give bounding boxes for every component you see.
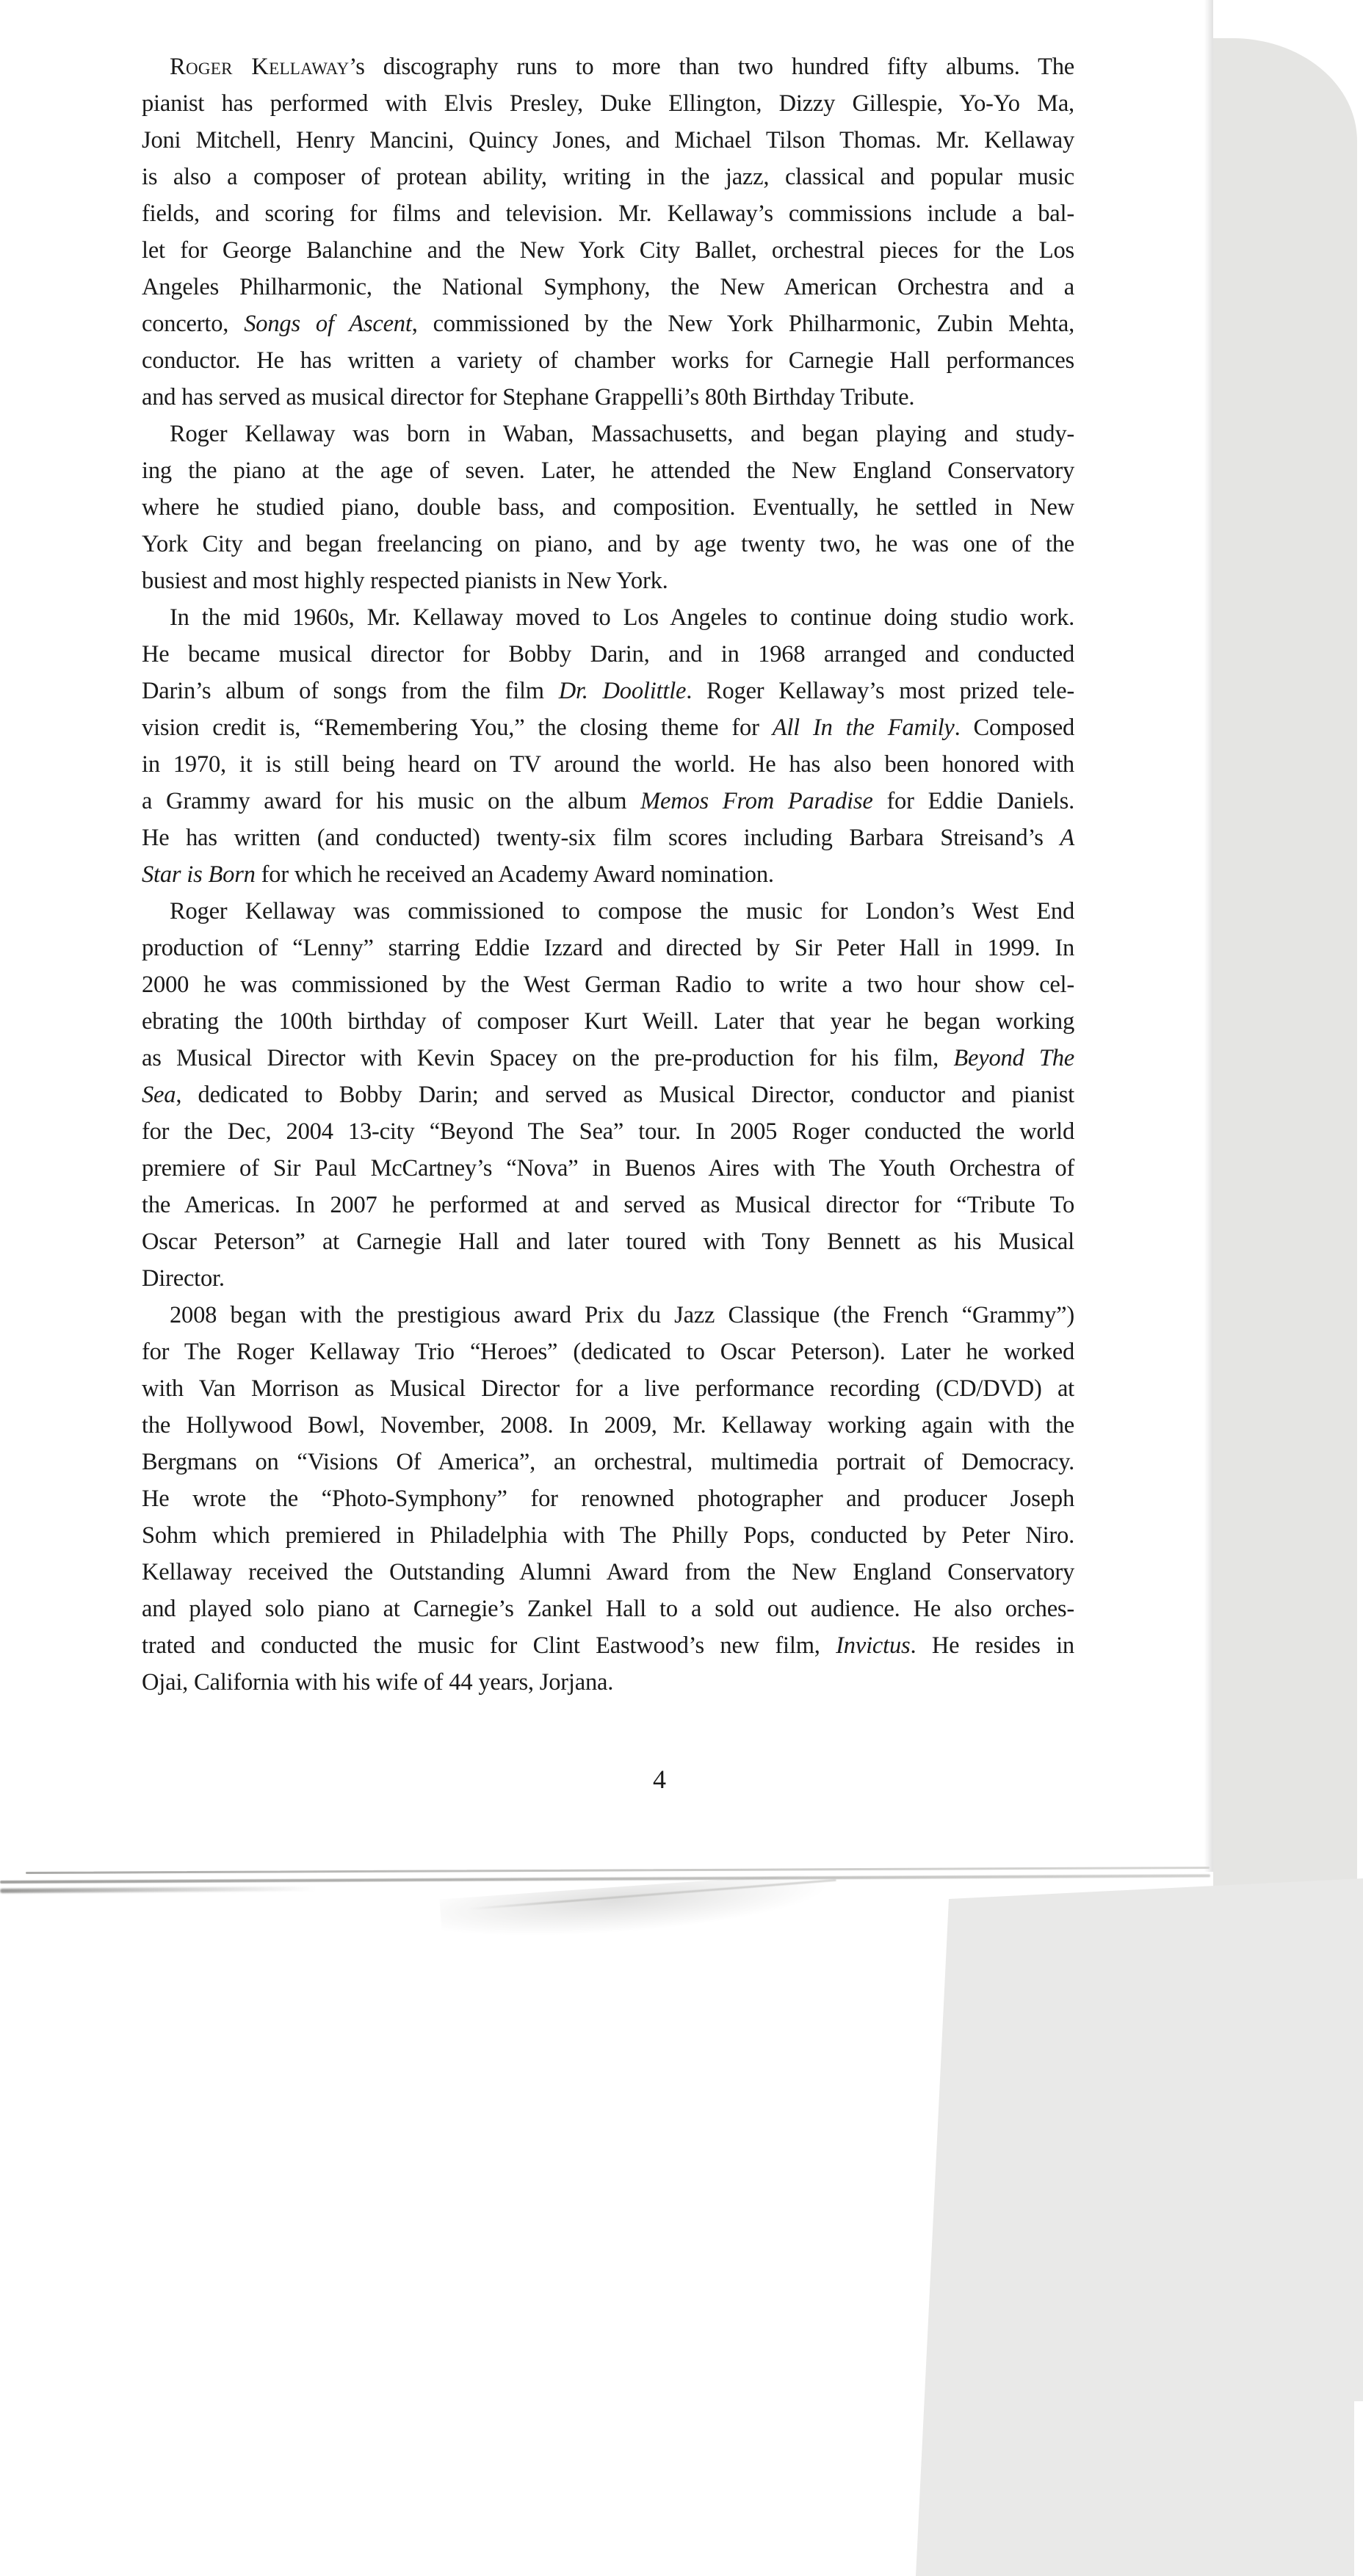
text-segment: fields, and scoring for films and television. Mr. Kellaway’s commissions include a bal- [142, 200, 1074, 227]
text-line [142, 820, 1074, 856]
text-segment: Sea [142, 1082, 176, 1108]
text-segment: , commissioned by the New York Philharmonic, Zubin Mehta, [411, 311, 1074, 337]
text-segment: . Composed [954, 714, 1074, 741]
text-segment: Roger Kellaway was born in Waban, Massachusetts, and began playing and study- [170, 421, 1074, 447]
text-segment: pianist has performed with Elvis Presley, Duke Ellington, Dizzy Gillespie, Yo-Yo Ma, [142, 90, 1074, 117]
text-segment: Kellaway received the Outstanding Alumni Award from the New England Conservatory [142, 1559, 1074, 1585]
paragraph [142, 48, 1074, 416]
text-line [142, 1444, 1074, 1480]
text-segment: ing the piano at the age of seven. Later, he attended the New England Conservatory [142, 457, 1074, 484]
text-line [142, 1370, 1074, 1407]
sheet-edge-line [0, 1874, 1210, 1884]
text-segment: 2008 began with the prestigious award Prix du Jazz Classique (the French “Grammy”) [170, 1302, 1074, 1328]
text-segment: Invictus [836, 1632, 911, 1659]
text-segment: Beyond The [953, 1045, 1075, 1071]
text-segment: Ojai, California with his wife of 44 years, Jorjana. [142, 1669, 614, 1696]
text-line [142, 1334, 1074, 1370]
sheet-edge-line [0, 1886, 316, 1893]
text-segment: 2000 he was commissioned by the West German Radio to write a two hour show cel- [142, 972, 1074, 998]
paragraph [142, 599, 1074, 893]
paragraph [142, 893, 1074, 1297]
text-segment: production of “Lenny” starring Eddie Izzard and directed by Sir Peter Hall in 1999. In [142, 935, 1074, 961]
text-segment: the Americas. In 2007 he performed at and served as Musical director for “Tribute To [142, 1192, 1074, 1218]
text-segment: and played solo piano at Carnegie’s Zankel Hall to a sold out audience. He also orches- [142, 1596, 1074, 1622]
text-segment: and has served as musical director for Stephane Grappelli’s 80th Birthday Tribute. [142, 384, 915, 410]
text-line [142, 1480, 1074, 1517]
page-curl-shadow [439, 1873, 831, 1945]
text-segment: for which he received an Academy Award nomination. [255, 861, 774, 888]
text-line [142, 562, 1074, 599]
text-segment: In the mid 1960s, Mr. Kellaway moved to Los Angeles to continue doing studio work. [170, 604, 1074, 631]
text-line [142, 1627, 1074, 1664]
text-segment: Roger Kellaway [170, 54, 350, 80]
text-line [142, 673, 1074, 709]
text-segment: ebrating the 100th birthday of composer Kurt Weill. Later that year he began working [142, 1008, 1074, 1035]
text-segment: . He resides in [910, 1632, 1074, 1659]
text-line [142, 783, 1074, 820]
text-line [142, 1297, 1074, 1334]
text-segment: a Grammy award for his music on the album [142, 788, 641, 814]
text-segment: concerto, [142, 311, 245, 337]
text-line [142, 85, 1074, 122]
text-segment: . Roger Kellaway’s most prized tele- [686, 678, 1074, 704]
text-line [142, 159, 1074, 195]
text-segment: Dr. Doolittle [558, 678, 687, 704]
text-line [142, 1077, 1074, 1113]
text-line [142, 930, 1074, 966]
text-segment: Joni Mitchell, Henry Mancini, Quincy Jones, and Michael Tilson Thomas. Mr. Kellaway [142, 127, 1074, 153]
body-text [142, 48, 1074, 1701]
text-line [142, 489, 1074, 526]
text-segment: A [1060, 825, 1074, 851]
text-line [142, 195, 1074, 232]
text-line [142, 379, 1074, 416]
text-segment: He has written (and conducted) twenty-six film scores including Barbara Streisand’s [142, 825, 1060, 851]
text-line [142, 893, 1074, 930]
text-segment: is also a composer of protean ability, writing in the jazz, classical and popular music [142, 164, 1074, 190]
text-segment: for Eddie Daniels. [872, 788, 1075, 814]
text-segment: All In the Family [772, 714, 955, 741]
text-line [142, 856, 1074, 893]
text-segment: York City and began freelancing on piano, and by age twenty two, he was one of the [142, 531, 1074, 557]
text-line [142, 746, 1074, 783]
text-line [142, 1040, 1074, 1077]
text-segment: let for George Balanchine and the New York City Ballet, orchestral pieces for the Los [142, 237, 1074, 264]
text-segment: in 1970, it is still being heard on TV around the world. He has also been honored with [142, 751, 1074, 778]
text-segment: He wrote the “Photo-Symphony” for renowned photographer and producer Joseph [142, 1486, 1074, 1512]
text-line [142, 1664, 1074, 1701]
paragraph [142, 1297, 1074, 1701]
text-segment: Director. [142, 1265, 225, 1292]
text-line [142, 1591, 1074, 1627]
text-line [142, 1223, 1074, 1260]
text-segment: Star is Born [142, 861, 256, 888]
text-segment: vision credit is, “Remembering You,” the closing theme for [142, 714, 773, 741]
paragraph [142, 416, 1074, 599]
text-segment: where he studied piano, double bass, and composition. Eventually, he settled in New [142, 494, 1074, 521]
text-segment: busiest and most highly respected pianists in New York. [142, 568, 668, 594]
text-segment: trated and conducted the music for Clint Eastwood’s new film, [142, 1632, 836, 1659]
text-line [142, 452, 1074, 489]
text-line [142, 1554, 1074, 1591]
scanner-backdrop-bottom [881, 1871, 1363, 2576]
text-line [142, 1517, 1074, 1554]
text-segment: He became musical director for Bobby Darin, and in 1968 arranged and conducted [142, 641, 1074, 667]
text-line [142, 232, 1074, 269]
text-line [142, 1003, 1074, 1040]
text-line [142, 48, 1074, 85]
text-line [142, 269, 1074, 305]
text-segment: for the Dec, 2004 13-city “Beyond The Sea” tour. In 2005 Roger conducted the world [142, 1118, 1074, 1145]
text-segment: , dedicated to Bobby Darin; and served as Musical Director, conductor and pianist [176, 1082, 1074, 1108]
page-right-edge-shadow [1204, 0, 1213, 1872]
text-segment: with Van Morrison as Musical Director for a live performance recording (CD/DVD) at [142, 1375, 1074, 1402]
backdrop-white-sliver [1354, 2401, 1363, 2576]
text-line [142, 342, 1074, 379]
text-line [142, 122, 1074, 159]
text-line [142, 416, 1074, 452]
text-line [142, 1187, 1074, 1223]
text-line [142, 966, 1074, 1003]
text-segment: as Musical Director with Kevin Spacey on the pre-production for his film, [142, 1045, 954, 1071]
text-segment: Roger Kellaway was commissioned to compose the music for London’s West End [170, 898, 1074, 925]
text-line [142, 1113, 1074, 1150]
page-number: 4 [653, 1765, 666, 1794]
text-line [142, 1150, 1074, 1187]
text-line [142, 305, 1074, 342]
text-segment: the Hollywood Bowl, November, 2008. In 2009, Mr. Kellaway working again with the [142, 1412, 1074, 1439]
text-segment: ’s discography runs to more than two hundred fifty albums. The [349, 54, 1074, 80]
text-line [142, 1407, 1074, 1444]
text-line [142, 636, 1074, 673]
text-segment: Songs of Ascent [244, 311, 412, 337]
text-line [142, 599, 1074, 636]
text-line [142, 526, 1074, 562]
text-line [142, 709, 1074, 746]
text-segment: premiere of Sir Paul McCartney’s “Nova” in Buenos Aires with The Youth Orchestra of [142, 1155, 1074, 1182]
text-segment: Bergmans on “Visions Of America”, an orchestral, multimedia portrait of Democracy. [142, 1449, 1074, 1475]
scanner-backdrop-right [1213, 38, 1357, 1887]
text-segment: Oscar Peterson” at Carnegie Hall and later toured with Tony Bennett as his Musical [142, 1229, 1074, 1255]
text-segment: conductor. He has written a variety of chamber works for Carnegie Hall performances [142, 347, 1074, 374]
text-line [142, 1260, 1074, 1297]
text-segment: Angeles Philharmonic, the National Symphony, the New American Orchestra and a [142, 274, 1074, 300]
text-segment: Darin’s album of songs from the film [142, 678, 559, 704]
text-segment: for The Roger Kellaway Trio “Heroes” (dedicated to Oscar Peterson). Later he worked [142, 1339, 1074, 1365]
text-segment: Memos From Paradise [640, 788, 873, 814]
text-segment: Sohm which premiered in Philadelphia with The Philly Pops, conducted by Peter Niro. [142, 1522, 1074, 1549]
